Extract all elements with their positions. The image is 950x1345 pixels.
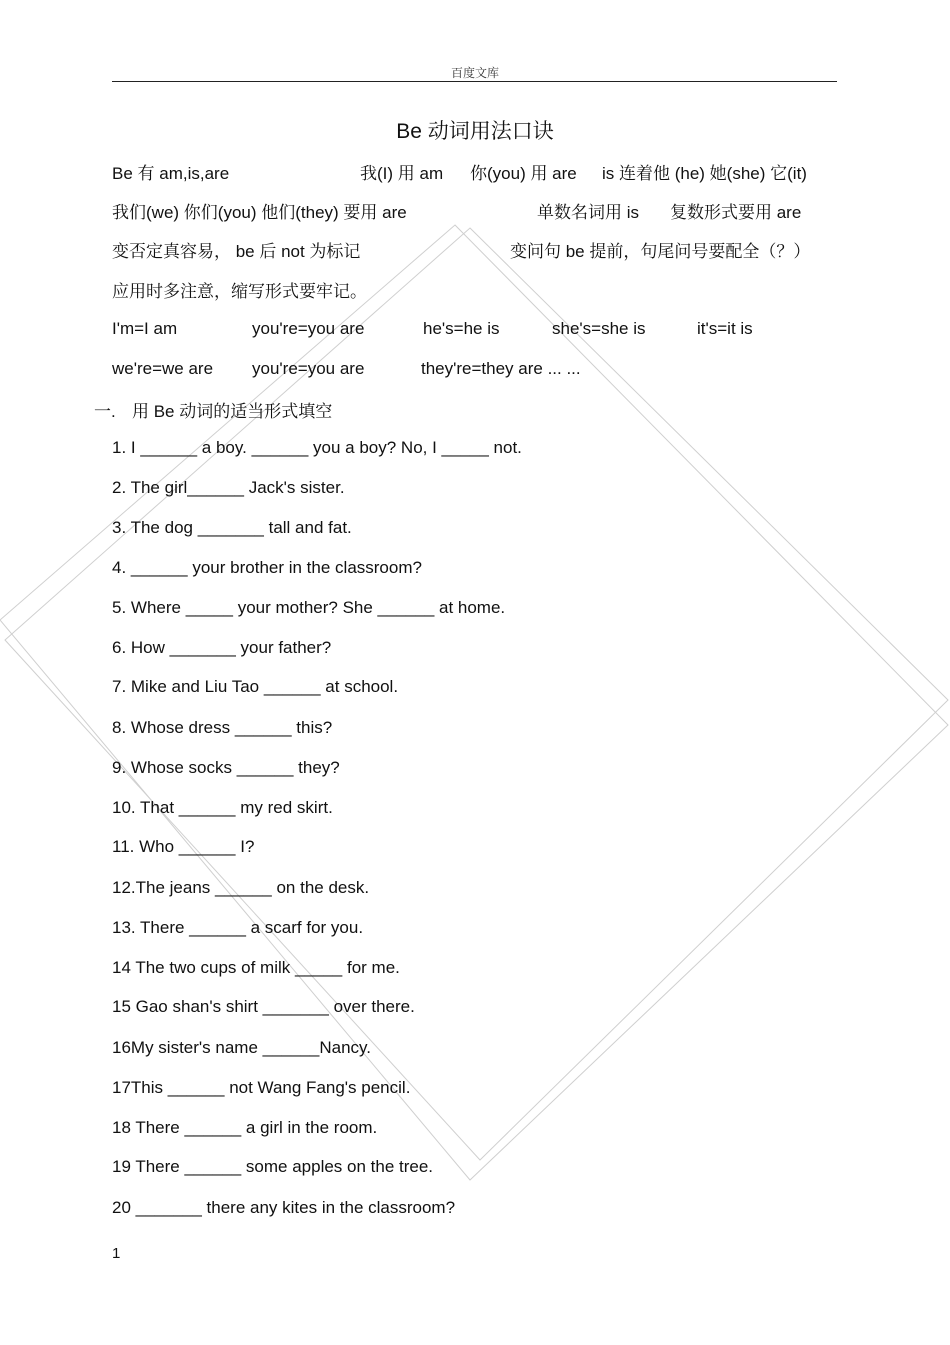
contraction: they're=they are ... ... xyxy=(421,359,581,378)
exercise-item: 11. Who ______ I? xyxy=(112,837,255,856)
exercise-item: 8. Whose dress ______ this? xyxy=(112,718,333,737)
contraction: I'm=I am xyxy=(112,319,178,338)
exercise-item: 10. That ______ my red skirt. xyxy=(112,798,333,817)
exercise-item: 1. I ______ a boy. ______ you a boy? No, I _____ not. xyxy=(112,438,522,457)
exercise-item: 14 The two cups of milk _____ for me. xyxy=(112,958,400,977)
contraction: she's=she is xyxy=(552,319,646,338)
page-number: 1 xyxy=(112,1245,121,1262)
section-title: 用 Be 动词的适当形式填空 xyxy=(132,402,333,421)
exercise-item: 9. Whose socks ______ they? xyxy=(112,758,340,777)
contraction: you're=you are xyxy=(252,359,365,378)
exercise-item: 13. There ______ a scarf for you. xyxy=(112,918,364,937)
exercise-item: 12.The jeans ______ on the desk. xyxy=(112,878,370,897)
exercise-item: 19 There ______ some apples on the tree. xyxy=(112,1157,434,1176)
exercise-item: 20 _______ there any kites in the classroom? xyxy=(112,1198,456,1217)
section-number: 一. xyxy=(94,402,116,421)
rhyme-line-2c: 复数形式要用 are xyxy=(670,203,802,222)
exercise-item: 3. The dog _______ tall and fat. xyxy=(112,518,352,537)
exercise-item: 15 Gao shan's shirt _______ over there. xyxy=(112,997,415,1016)
rhyme-line-1d: is 连着他 (he) 她(she) 它(it) xyxy=(602,164,807,183)
contraction: you're=you are xyxy=(252,319,365,338)
contraction: we're=we are xyxy=(112,359,214,378)
contraction: it's=it is xyxy=(697,319,753,338)
exercise-item: 16My sister's name ______Nancy. xyxy=(112,1038,372,1057)
rhyme-line-3a: 变否定真容易， be 后 not 为标记 xyxy=(112,242,361,261)
exercise-item: 4. ______ your brother in the classroom? xyxy=(112,558,422,577)
exercise-item: 17This ______ not Wang Fang's pencil. xyxy=(112,1078,411,1097)
exercise-item: 5. Where _____ your mother? She ______ at home. xyxy=(112,598,506,617)
exercise-item: 6. How _______ your father? xyxy=(112,638,332,657)
header-rule xyxy=(112,81,837,82)
exercise-item: 2. The girl______ Jack's sister. xyxy=(112,478,345,497)
section-heading xyxy=(94,397,332,422)
rhyme-line-1c: 你(you) 用 are xyxy=(470,164,577,183)
rhyme-line-2b: 单数名词用 is xyxy=(537,203,639,222)
rhyme-line-1a: Be 有 am,is,are xyxy=(112,164,230,183)
rhyme-line-2a: 我们(we) 你们(you) 他们(they) 要用 are xyxy=(112,203,407,222)
header-text: 百度文库 xyxy=(450,66,499,80)
rhyme-line-4: 应用时多注意，缩写形式要牢记。 xyxy=(112,282,367,301)
exercise-item: 18 There ______ a girl in the room. xyxy=(112,1118,378,1137)
rhyme-line-3b: 变问句 be 提前，句尾问号要配全（？） xyxy=(510,242,811,261)
document-title: Be 动词用法口诀 xyxy=(396,120,554,143)
contraction: he's=he is xyxy=(423,319,500,338)
exercise-item: 7. Mike and Liu Tao ______ at school. xyxy=(112,677,399,696)
rhyme-line-1b: 我(I) 用 am xyxy=(360,164,444,183)
